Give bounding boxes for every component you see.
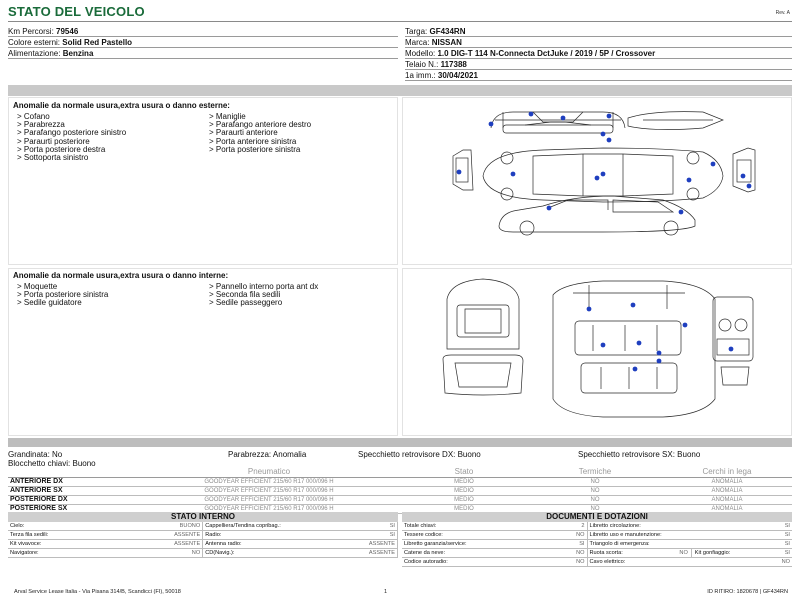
car-interior-views: [443, 279, 753, 417]
field-label: Codice autoradio:: [402, 558, 492, 567]
tyre-model: GOODYEAR EFFICIENT 215/60 R17 000/096 H: [138, 486, 400, 495]
info-row-alimentazione: [8, 48, 398, 59]
tyre-cerchi: ANOMALIA: [662, 477, 792, 486]
damage-marker: [607, 114, 612, 119]
field-cell: [587, 558, 792, 567]
table-row: [8, 495, 792, 504]
internal-car-diagram: [403, 269, 791, 435]
field-value: SI: [784, 541, 790, 548]
tyre-position: POSTERIORE SX: [8, 504, 138, 513]
internal-car-diagram-panel: [402, 268, 792, 436]
field-label: Tessere codice:: [402, 531, 492, 540]
tyre-stato: MEDIO: [400, 504, 528, 513]
damage-marker: [601, 132, 606, 137]
stato-interno-table: [8, 522, 398, 558]
table-row: [402, 558, 792, 567]
tyres-table: [8, 467, 792, 514]
list-item: > Paraurti anteriore: [209, 128, 278, 138]
right-info: [405, 26, 792, 81]
damage-marker: [529, 112, 534, 117]
revision-label: Rev. A: [775, 10, 790, 16]
field-value: NO: [781, 559, 790, 566]
documenti-section: [402, 512, 792, 567]
table-row: [8, 531, 398, 540]
documenti-table: [402, 522, 792, 567]
page-title: STATO DEL VEICOLO: [8, 4, 145, 19]
damage-marker: [607, 138, 612, 143]
field-label: Cappelliera/Tendina copribag.:: [203, 522, 313, 531]
list-item: > Parabrezza: [17, 120, 65, 130]
tyre-stato: MEDIO: [400, 477, 528, 486]
field-value: 2: [492, 522, 587, 531]
field-label: Cavo elettrico:: [589, 559, 626, 566]
immatricolazione-value: 30/04/2021: [437, 71, 478, 80]
specchietto-sx-status: Specchietto retrovisore SX: Buono: [578, 450, 701, 459]
damage-marker: [687, 178, 692, 183]
tyre-model: GOODYEAR EFFICIENT 215/60 R17 000/096 H: [138, 495, 400, 504]
list-item: > Sedile guidatore: [17, 298, 82, 308]
external-damage-panel: [8, 97, 398, 265]
field-label: Libretto circolazione:: [589, 523, 641, 530]
info-row-marca: [405, 37, 792, 48]
table-row: [402, 540, 792, 549]
damage-marker: [657, 359, 662, 364]
km-value: 79546: [56, 27, 79, 36]
info-row-immatricolazione: [405, 70, 792, 81]
list-item: > Maniglie: [209, 112, 246, 121]
tyre-cerchi: ANOMALIA: [662, 504, 792, 513]
field-value: ASSENTE: [98, 540, 203, 549]
info-row-km: [8, 26, 398, 37]
field-value: ASSENTE: [98, 531, 203, 540]
table-row: [8, 549, 398, 558]
internal-damage-panel: [8, 268, 398, 436]
list-item: > Sottoporta sinistro: [17, 153, 89, 163]
tyre-stato: MEDIO: [400, 495, 528, 504]
list-item: > Seconda fila sedili: [209, 290, 281, 300]
list-item: > Moquette: [17, 282, 58, 291]
damage-marker: [683, 323, 688, 328]
field-value: NO: [679, 549, 691, 557]
telaio-value: 117388: [440, 60, 467, 69]
info-row-colore: [8, 37, 398, 48]
damage-marker: [747, 184, 752, 189]
field-value: SI: [784, 532, 790, 539]
list-item: > Cofano: [17, 112, 50, 121]
field-value: NO: [492, 558, 587, 567]
field-value: NO: [492, 549, 587, 558]
damage-marker: [679, 210, 684, 215]
field-cell: [587, 531, 792, 540]
field-value: ASSENTE: [313, 540, 398, 549]
field-value: SI: [784, 523, 790, 530]
list-item: > Sedile passeggero: [209, 298, 283, 308]
list-item: > Porta posteriore destra: [17, 144, 106, 154]
tyre-termiche: NO: [528, 477, 662, 486]
field-label: CD(Navig.):: [203, 549, 313, 558]
field-label: Ruota scorta:: [589, 550, 623, 557]
field-label: Catene da neve:: [402, 549, 492, 558]
section-divider-bar: [8, 85, 792, 96]
tyre-cerchi: ANOMALIA: [662, 495, 792, 504]
field-label: Triangolo di emergenza:: [589, 541, 650, 548]
marca-label: Marca:: [405, 38, 430, 47]
damage-marker: [457, 170, 462, 175]
field-label: Radio:: [203, 531, 313, 540]
external-damage-title: Anomalie da normale usura,extra usura o danno esterne:: [13, 101, 230, 110]
tyre-position: ANTERIORE DX: [8, 477, 138, 486]
damage-marker: [547, 206, 552, 211]
external-damage-list-1: [17, 113, 126, 162]
tyre-termiche: NO: [528, 486, 662, 495]
field-value: ASSENTE: [313, 549, 398, 558]
damage-marker: [601, 343, 606, 348]
field-label: Totale chiavi:: [402, 522, 492, 531]
damage-marker: [711, 162, 716, 167]
field-value: SI: [784, 550, 790, 557]
tyres-header-cerchi: Cerchi in lega: [662, 467, 792, 477]
external-damage-list-2: [209, 113, 311, 154]
field-value: NO: [98, 549, 203, 558]
km-label: Km Percorsi:: [8, 27, 54, 36]
targa-label: Targa:: [405, 27, 428, 36]
blocchetto-status: Blocchetto chiavi: Buono: [8, 459, 96, 468]
field-cell: [587, 549, 792, 558]
internal-damage-title: Anomalie da normale usura,extra usura o danno interne:: [13, 271, 229, 280]
field-value: BUONO: [98, 522, 203, 531]
field-cell: [587, 522, 792, 531]
stato-interno-section: [8, 512, 398, 558]
tyres-header-stato: Stato: [400, 467, 528, 477]
colore-label: Colore esterni:: [8, 38, 61, 47]
damage-marker: [631, 303, 636, 308]
table-row: [8, 522, 398, 531]
status-block: [8, 450, 792, 468]
tyre-model: GOODYEAR EFFICIENT 215/60 R17 000/096 H: [138, 477, 400, 486]
list-item: > Porta posteriore sinistra: [17, 290, 109, 300]
damage-marker: [729, 347, 734, 352]
field-value: SI: [492, 540, 587, 549]
list-item: > Porta posteriore sinistra: [209, 144, 301, 154]
telaio-label: Telaio N.:: [405, 60, 439, 69]
grandinata-status: Grandinata: No: [8, 450, 63, 459]
damage-marker: [489, 122, 494, 127]
field-label: Kit gonfiaggio:: [694, 550, 731, 557]
damage-marker: [561, 116, 566, 121]
damage-marker: [587, 307, 592, 312]
immatricolazione-label: 1a imm.:: [405, 71, 436, 80]
field-value: SI: [313, 531, 398, 540]
field-label: Navigatore:: [8, 549, 98, 558]
alimentazione-value: Benzina: [62, 49, 94, 58]
damage-marker: [741, 174, 746, 179]
table-row: [402, 549, 792, 558]
tyres-header-pneumatico: Pneumatico: [138, 467, 400, 477]
tyre-termiche: NO: [528, 504, 662, 513]
tyres-header-pos: [8, 467, 138, 477]
tyre-termiche: NO: [528, 495, 662, 504]
info-row-targa: [405, 26, 792, 37]
internal-damage-list-2: [209, 283, 318, 308]
damage-marker: [601, 172, 606, 177]
damage-markers: [587, 303, 734, 372]
damage-marker: [511, 172, 516, 177]
damage-marker: [633, 367, 638, 372]
info-row-telaio: [405, 59, 792, 70]
field-label: Terza fila sedili:: [8, 531, 98, 540]
modello-value: 1.0 DIG-T 114 N-Connecta DctJuke / 2019 / 5P / Crossover: [437, 49, 656, 58]
damage-marker: [657, 351, 662, 356]
specchietto-dx-status: Specchietto retrovisore DX: Buono: [358, 450, 481, 459]
external-car-diagram-panel: [402, 97, 792, 265]
list-item: > Paraurti posteriore: [17, 136, 90, 146]
stato-interno-title: STATO INTERNO: [8, 512, 398, 522]
field-value: NO: [492, 531, 587, 540]
marca-value: NISSAN: [431, 38, 462, 47]
documenti-title: DOCUMENTI E DOTAZIONI: [402, 512, 792, 522]
list-item: > Parafango posteriore sinistro: [17, 128, 127, 138]
tyre-stato: MEDIO: [400, 486, 528, 495]
list-item: > Pannello interno porta ant dx: [209, 282, 319, 291]
list-item: > Parafango anteriore destro: [209, 120, 312, 130]
status-divider-bar: [8, 438, 792, 447]
modello-label: Modello:: [405, 49, 436, 58]
tyre-model: GOODYEAR EFFICIENT 215/60 R17 000/096 H: [138, 504, 400, 513]
field-label: Kit vivavoce:: [8, 540, 98, 549]
colore-value: Solid Red Pastello: [62, 38, 133, 47]
internal-damage-list-1: [17, 283, 108, 308]
damage-marker: [637, 341, 642, 346]
tyre-position: ANTERIORE SX: [8, 486, 138, 495]
alimentazione-label: Alimentazione:: [8, 49, 61, 58]
tyres-header-termiche: Termiche: [528, 467, 662, 477]
table-row: [402, 522, 792, 531]
external-car-diagram: [403, 98, 791, 264]
table-row: [402, 531, 792, 540]
footer-address: Arval Service Lease Italia - Via Pisana 314/B, Scandicci (FI), 50018: [14, 589, 181, 595]
field-value: SI: [313, 522, 398, 531]
table-row: [8, 540, 398, 549]
tyres-header-row: [8, 467, 792, 477]
tyre-cerchi: ANOMALIA: [662, 486, 792, 495]
field-label: Libretto garanzia/service:: [402, 540, 492, 549]
table-row: [8, 486, 792, 495]
info-row-modello: [405, 48, 792, 59]
left-info: [8, 26, 398, 59]
damage-markers: [457, 112, 752, 215]
title-rule: [8, 21, 792, 22]
damage-marker: [595, 176, 600, 181]
field-label: Cielo:: [8, 522, 98, 531]
targa-value: GF434RN: [429, 27, 466, 36]
field-cell: [587, 540, 792, 549]
footer-page-number: 1: [384, 589, 388, 595]
field-label: Libretto uso e manutenzione:: [589, 532, 662, 539]
car-side-views: [453, 148, 755, 235]
field-label: Antenna radio:: [203, 540, 313, 549]
tyre-position: POSTERIORE DX: [8, 495, 138, 504]
parabrezza-status: Parabrezza: Anomalia: [228, 450, 307, 459]
list-item: > Porta anteriore sinistra: [209, 136, 297, 146]
table-row: [8, 477, 792, 486]
footer-id-ritiro: ID RITIRO: 1820678 | GF434RN: [707, 589, 788, 595]
